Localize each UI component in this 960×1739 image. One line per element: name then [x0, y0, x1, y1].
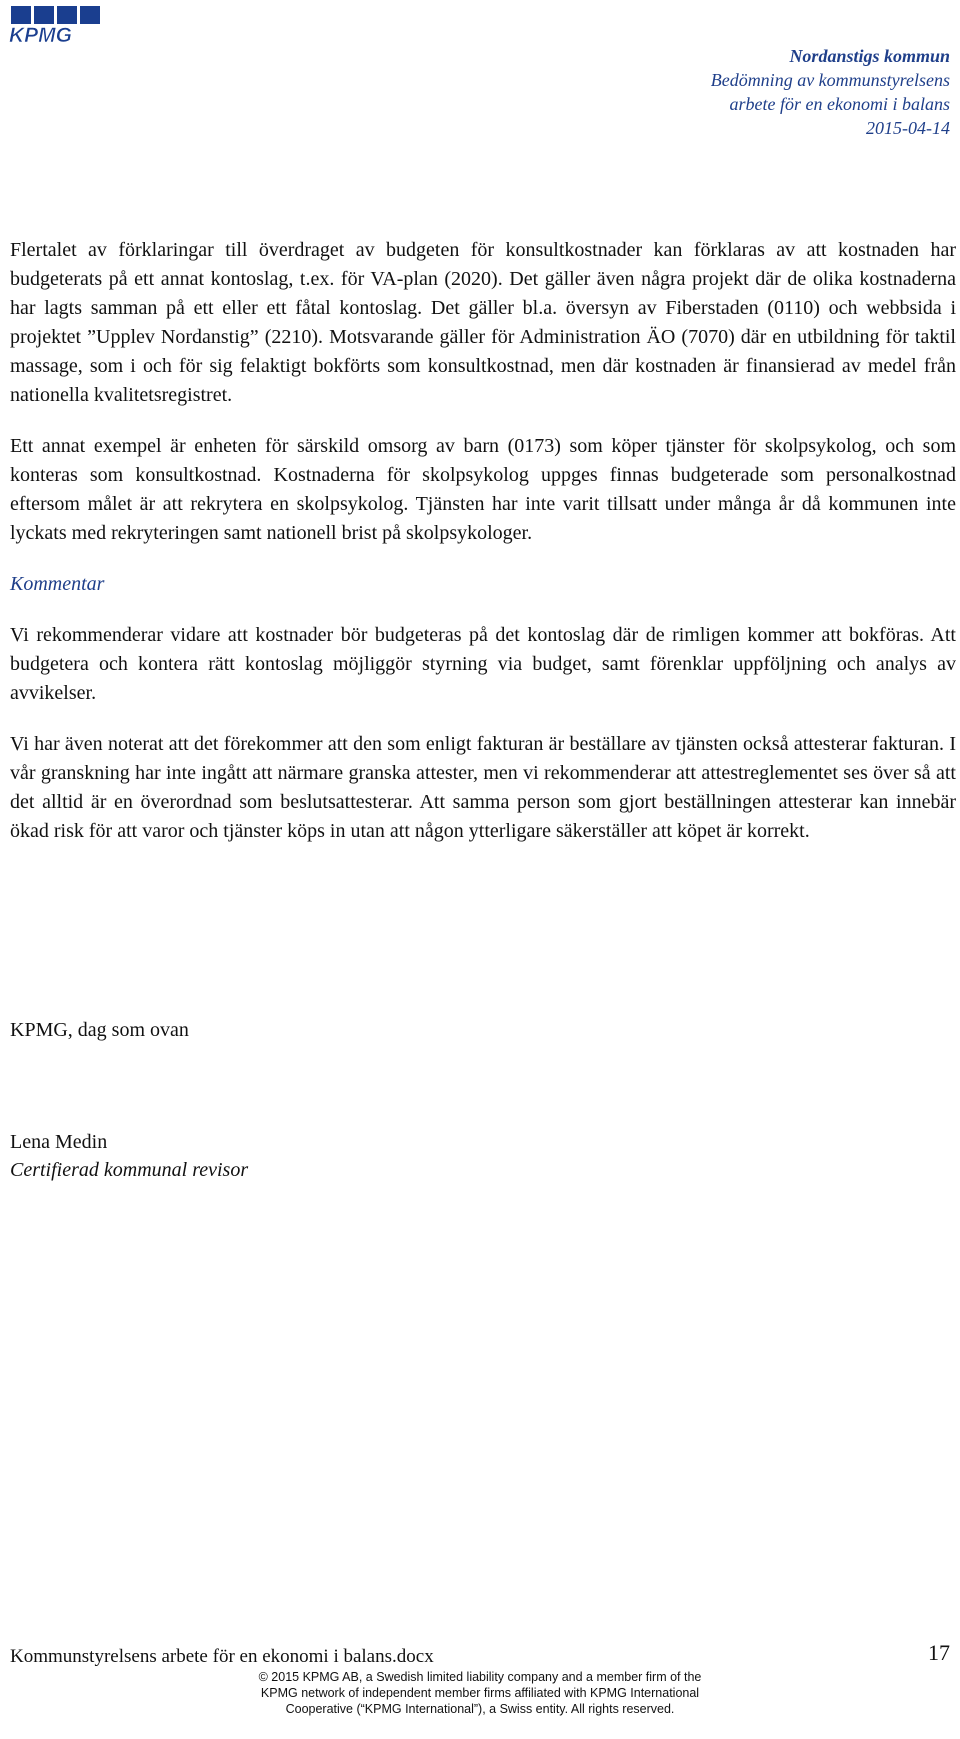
signer-title: Certifierad kommunal revisor	[10, 1159, 249, 1181]
logo-text: KPMG	[9, 24, 72, 46]
body-paragraph-1: Flertalet av förklaringar till överdraget av budgeten för konsultkostnader kan förklaras av att kostnaden har budgeterats på ett annat kontoslag, t.ex. för VA-plan (2020). Det gäller även några projekt där de olika kostnaderna har lagts samman på ett eller ett fåtal kontoslag. Det gäller bl.a. översyn av Fiberstaden (0110) och webbsida i projektet ”Upplev Nordanstig” (2210). Motsvarande gäller för Administration ÄO (7070) där en utbildning för taktil massage, som i och för sig felaktigt bokförts som konsultkostnad, men där kostnaden är finansierad av medel från nationella kvalitetsregistret.	[10, 239, 956, 406]
page-number: 17	[928, 1640, 950, 1665]
header-title-line-2: arbete för en ekonomi i balans	[729, 94, 950, 114]
footer-filename: Kommunstyrelsens arbete för en ekonomi i balans.docx	[10, 1646, 434, 1667]
document-header	[711, 44, 950, 140]
footer-legal-line-1: © 2015 KPMG AB, a Swedish limited liability company and a member firm of the	[258, 1670, 702, 1684]
header-title-line-1: Bedömning av kommunstyrelsens	[710, 70, 950, 90]
header-date: 2015-04-14	[866, 118, 950, 138]
document-body	[10, 236, 956, 868]
kpmg-logo	[7, 6, 105, 46]
comment-heading: Kommentar	[10, 573, 105, 595]
signer-name: Lena Medin	[10, 1131, 108, 1153]
footer-legal-line-2: KPMG network of independent member firms affiliated with KPMG International	[260, 1686, 700, 1700]
header-organization: Nordanstigs kommun	[789, 46, 950, 66]
signoff: KPMG, dag som ovan	[10, 1019, 189, 1041]
body-paragraph-2: Ett annat exempel är enheten för särskild omsorg av barn (0173) som köper tjänster för skolpsykolog, och som konteras som konsultkostnad. Kostnaderna för skolpsykolog uppges finnas budgeterade som personalkostnad eftersom målet är att rekrytera en skolpsykolog. Tjänsten har inte varit tillsatt under många år då kommunen inte lyckats med rekryteringen samt nationell brist på skolpsykologer.	[10, 435, 956, 544]
footer-legal-line-3: Cooperative (“KPMG International”), a Swiss entity. All rights reserved.	[285, 1702, 675, 1716]
signer-block	[10, 1128, 248, 1184]
comment-paragraph-2: Vi har även noterat att det förekommer att den som enligt fakturan är beställare av tjänsten också attesterar fakturan. I vår granskning har inte ingått att närmare granska attester, men vi rekommenderar att attestreglementet ses över så att det alltid är en överordnad som beslutsattesterar. Att samma person som gjort beställningen attesterar kan innebär ökad risk för att varor och tjänster köps in utan att någon ytterligare säkerställer att köpet är korrekt.	[10, 733, 956, 842]
footer-legal	[0, 1669, 960, 1717]
comment-paragraph-1: Vi rekommenderar vidare att kostnader bör budgeteras på det kontoslag där de rimligen kommer att bokföras. Att budgetera och kontera rätt kontoslag möjliggör styrning via budget, samt förenklar uppföljning och analys av avvikelser.	[10, 624, 956, 704]
